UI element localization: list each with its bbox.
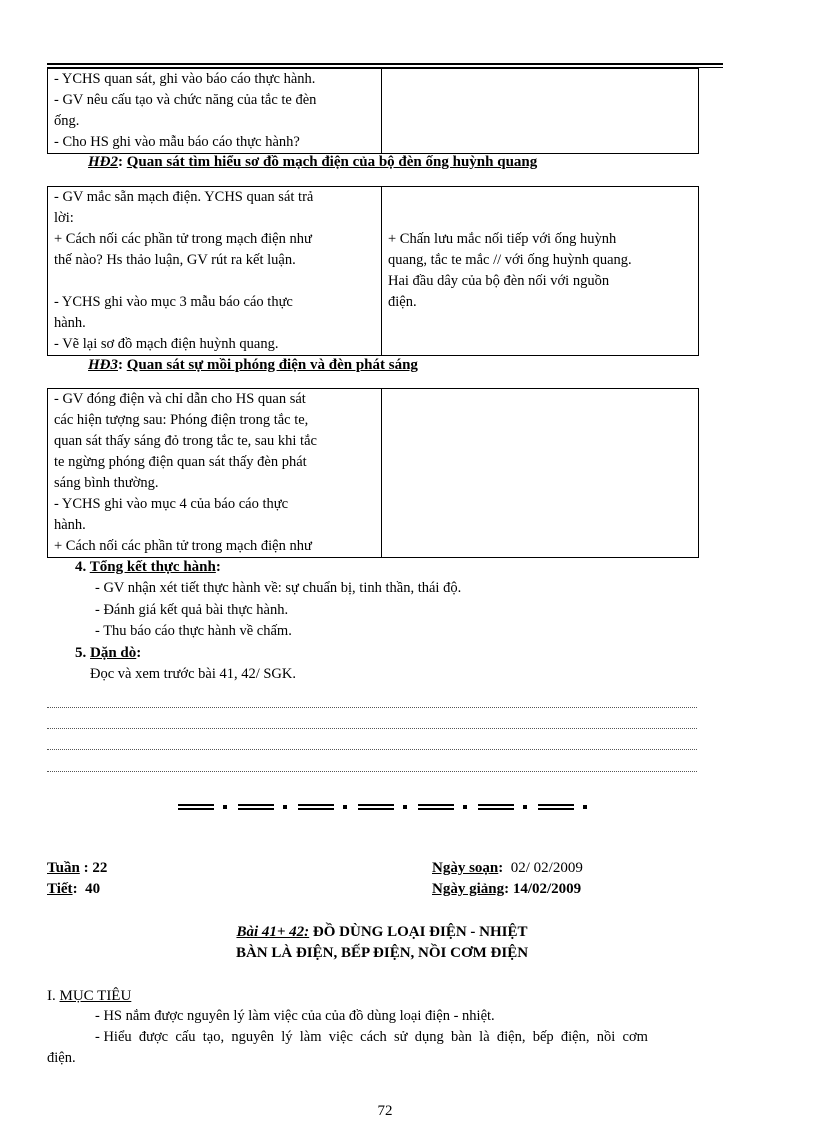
table1-right-cell bbox=[382, 69, 699, 154]
objectives-number: I. bbox=[47, 988, 56, 1004]
drafted-date-field: Ngày soạn: 02/ 02/2009 bbox=[432, 860, 583, 876]
table3-left-line: quan sát thấy sáng đỏ trong tắc te, sau khi tắc bbox=[54, 433, 317, 449]
hd2-label: HĐ2 bbox=[88, 154, 118, 170]
activity-table-3 bbox=[47, 388, 699, 558]
taught-label: Ngày giảng bbox=[432, 881, 505, 897]
section5-number: 5. bbox=[75, 645, 87, 661]
table1-left-line: ống. bbox=[54, 113, 80, 129]
table2-left-line: lời: bbox=[54, 210, 74, 226]
section4-title: Tổng kết thực hành bbox=[89, 559, 216, 575]
section4-number: 4. bbox=[75, 559, 87, 575]
hd3-text: Quan sát sự mồi phóng điện và đèn phát sáng bbox=[126, 357, 418, 373]
page-number: 72 bbox=[377, 1103, 393, 1119]
table2-left-line: - YCHS ghi vào mục 3 mẫu báo cáo thực bbox=[54, 294, 293, 310]
table3-right-cell bbox=[382, 389, 699, 558]
drafted-label: Ngày soạn bbox=[432, 860, 499, 876]
table3-left-line: - GV đóng điện và chỉ dẫn cho HS quan sát bbox=[54, 391, 306, 407]
activity-table-2 bbox=[47, 186, 699, 356]
dotted-line bbox=[47, 749, 697, 750]
table2-right-line: điện. bbox=[388, 294, 417, 310]
period-label: Tiết bbox=[47, 881, 73, 897]
table2-left-line: - GV mắc sẵn mạch điện. YCHS quan sát trả bbox=[54, 189, 314, 205]
table1-left-line: - Cho HS ghi vào mẫu báo cáo thực hành? bbox=[54, 134, 300, 150]
taught-date-field: Ngày giảng: 14/02/2009 bbox=[432, 881, 582, 897]
section4-item: - Thu báo cáo thực hành về chấm. bbox=[95, 623, 292, 639]
table3-left-line: + Cách nối các phần tử trong mạch điện như bbox=[54, 538, 312, 554]
dotted-line bbox=[47, 728, 697, 729]
dotted-line bbox=[47, 771, 697, 772]
week-field: Tuần : 22 bbox=[47, 860, 108, 876]
table2-left-cell bbox=[48, 187, 382, 356]
decorative-separator bbox=[178, 802, 598, 812]
objective-item: - Hiểu được cấu tạo, nguyên lý làm việc cách sử dụng bàn là điện, bếp điện, nồi cơm bbox=[95, 1029, 648, 1045]
table2-left-line: hành. bbox=[54, 315, 86, 331]
table3-left-line: - YCHS ghi vào mục 4 của báo cáo thực bbox=[54, 496, 289, 512]
table2-left-line: thế nào? Hs thảo luận, GV rút ra kết luận. bbox=[54, 252, 296, 268]
hd2-text: Quan sát tìm hiểu sơ đồ mạch điện của bộ đèn ống huỳnh quang bbox=[126, 154, 538, 170]
week-label: Tuần bbox=[47, 860, 80, 876]
table2-left-line: - Vẽ lại sơ đồ mạch điện huỳnh quang. bbox=[54, 336, 279, 352]
section4-item: - Đánh giá kết quả bài thực hành. bbox=[95, 602, 289, 618]
lesson-subtitle: BÀN LÀ ĐIỆN, BẾP ĐIỆN, NỒI CƠM ĐIỆN bbox=[235, 945, 529, 961]
table1-left-line: - YCHS quan sát, ghi vào báo cáo thực hành. bbox=[54, 71, 316, 87]
dotted-line bbox=[47, 707, 697, 708]
section5-heading: 5. Dặn dò: bbox=[75, 645, 142, 661]
period-value: 40 bbox=[85, 881, 101, 897]
taught-value: 14/02/2009 bbox=[512, 881, 582, 897]
lesson-title bbox=[0, 924, 790, 941]
table2-right-line: quang, tắc te mắc // với ống huỳnh quang. bbox=[388, 252, 632, 268]
section5-item: Đọc và xem trước bài 41, 42/ SGK. bbox=[90, 666, 297, 682]
header-rule bbox=[47, 63, 723, 65]
table1-left-line: - GV nêu cấu tạo và chức năng của tắc te đèn bbox=[54, 92, 317, 108]
activity-table-1 bbox=[47, 68, 699, 154]
table3-left-line: hành. bbox=[54, 517, 86, 533]
objectives-heading bbox=[47, 988, 131, 1005]
lesson-title-line1: ĐỒ DÙNG LOẠI ĐIỆN - NHIỆT bbox=[312, 924, 528, 940]
section5-title: Dặn dò bbox=[90, 645, 137, 661]
table3-left-line: sáng bình thường. bbox=[54, 475, 159, 491]
hd2-heading: HĐ2: Quan sát tìm hiểu sơ đồ mạch điện của bộ đèn ống huỳnh quang bbox=[88, 154, 538, 170]
drafted-value: 02/ 02/2009 bbox=[510, 860, 583, 876]
objectives-title: MỤC TIÊU bbox=[59, 988, 132, 1004]
lesson-label: Bài 41+ 42: bbox=[236, 924, 310, 940]
table2-right-line: + Chấn lưu mắc nối tiếp với ống huỳnh bbox=[388, 231, 617, 247]
week-value: 22 bbox=[92, 860, 108, 876]
objective-item: - HS nắm được nguyên lý làm việc của của đồ dùng loại điện - nhiệt. bbox=[95, 1008, 495, 1024]
section4-heading: 4. Tổng kết thực hành: bbox=[75, 559, 221, 575]
table3-left-line: te ngừng phóng điện quan sát thấy đèn phát bbox=[54, 454, 307, 470]
table2-right-line bbox=[388, 187, 692, 208]
table2-left-line bbox=[54, 271, 375, 292]
table2-left-line: + Cách nối các phần tử trong mạch điện như bbox=[54, 231, 312, 247]
table2-right-cell bbox=[382, 187, 699, 356]
hd3-heading: HĐ3: Quan sát sự mồi phóng điện và đèn phát sáng bbox=[88, 357, 418, 373]
hd3-label: HĐ3 bbox=[88, 357, 118, 373]
section4-item: - GV nhận xét tiết thực hành về: sự chuẩn bị, tinh thần, thái độ. bbox=[95, 580, 462, 596]
table2-right-line bbox=[388, 208, 692, 229]
table3-left-cell bbox=[48, 389, 382, 558]
period-field: Tiết: 40 bbox=[47, 881, 101, 897]
objective-item: điện. bbox=[47, 1050, 76, 1066]
table3-left-line: các hiện tượng sau: Phóng điện trong tắc te, bbox=[54, 412, 309, 428]
table2-right-line: Hai đầu dây của bộ đèn nối với nguồn bbox=[388, 273, 610, 289]
table1-left-cell bbox=[48, 69, 382, 154]
